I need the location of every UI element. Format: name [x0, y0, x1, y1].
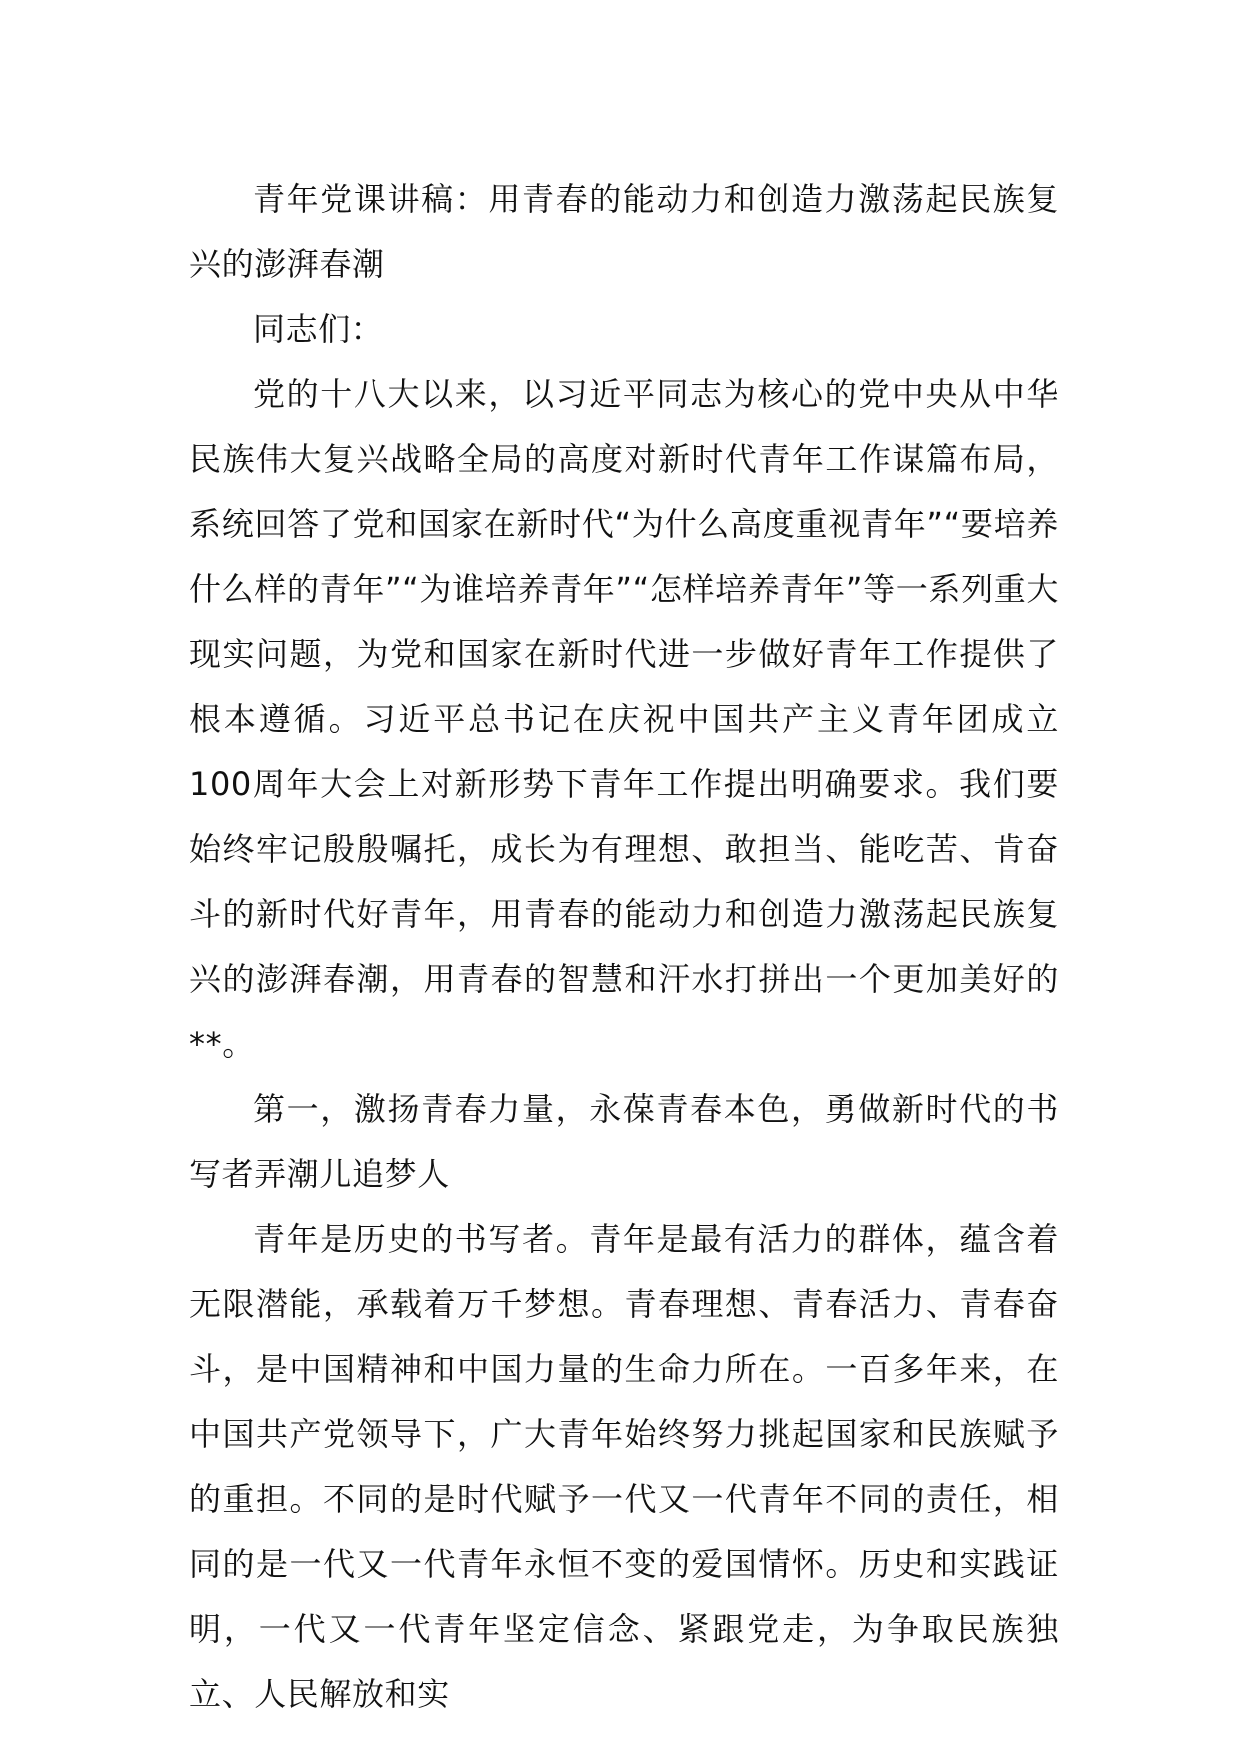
section-heading-first: 第一，激扬青春力量，永葆青春本色，勇做新时代的书写者弄潮儿追梦人: [189, 1090, 1059, 1193]
paragraph-history: 青年是历史的书写者。青年是最有活力的群体，蕴含着无限潜能，承载着万千梦想。青春理想、青春活力、青春奋斗，是中国精神和中国力量的生命力所在。一百多年来，在中国共产党领导下，广大青年始终努力挑起国家和民族赋予的重担。不同的是时代赋予一代又一代青年不同的责任，相同的是一代又一代青年永恒不变的爱国情怀。历史和实践证明，一代又一代青年坚定信念、紧跟党走，为争取民族独立、人民解放和实: [189, 1220, 1059, 1713]
paragraph-intro: 党的十八大以来，以习近平同志为核心的党中央从中华民族伟大复兴战略全局的高度对新时代青年工作谋篇布局，系统回答了党和国家在新时代“为什么高度重视青年”“要培养什么样的青年”“为谁培养青年”“怎样培养青年”等一系列重大现实问题，为党和国家在新时代进一步做好青年工作提供了根本遵循。习近平总书记在庆祝中国共产主义青年团成立100周年大会上对新形势下青年工作提出明确要求。我们要始终牢记殷殷嘱托，成长为有理想、敢担当、能吃苦、肯奋斗的新时代好青年，用青春的能动力和创造力激荡起民族复兴的澎湃春潮，用青春的智慧和汗水打拼出一个更加美好的**。: [189, 375, 1059, 1063]
document-body: [189, 167, 1059, 1727]
salutation: 同志们：: [253, 310, 384, 348]
document-title: 青年党课讲稿：用青春的能动力和创造力激荡起民族复兴的澎湃春潮: [189, 180, 1059, 283]
